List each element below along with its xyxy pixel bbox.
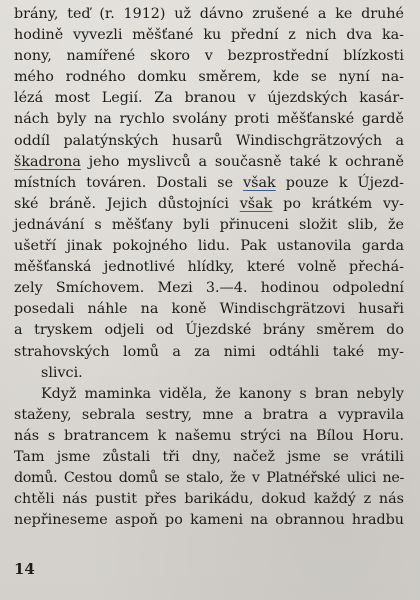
text-line-22: Tam jsme zůstali tři dny, načež jsme se vrátili: [14, 448, 404, 465]
text-line-5: lézá most Legií. Za branou v újezdských kasár-: [14, 90, 404, 107]
text-line-10: [14, 194, 404, 215]
text-line-1: brány, teď (r. 1912) už dávno zrušené a ke druhé: [14, 6, 404, 22]
text-line-9-start: místních továren. Dostali se: [14, 174, 244, 191]
text-line-24: chtěli nás pustit přes barikádu, dokud každý z nás: [14, 491, 404, 508]
text-line-16: a tryskem odjeli od Újezdské brány směrem do: [14, 322, 404, 339]
underlined-word: škadrona: [14, 153, 81, 170]
text-line-7: oddíl palatýnských husarů Windischgrätzových a: [14, 132, 404, 149]
underlined-word: však: [243, 174, 276, 191]
text-line-10-start: ské bráně. Jejich důstojníci: [14, 195, 240, 212]
text-line-14: zely Smíchovem. Mezi 3.—4. hodinou odpolední: [14, 280, 404, 297]
text-line-6: nách byly na rychlo svolány proti měšťanské gardě: [14, 111, 404, 128]
text-line-11: jednávání s měšťany byli přinuceni složit slib, že: [14, 216, 404, 233]
text-line-25: nepřineseme aspoň po kameni na obrannou hradbu: [14, 512, 404, 529]
text-line-10-rest: po krátkém vy-: [272, 195, 404, 212]
text-line-8-rest: jeho myslivců a současně také k ochraně: [80, 153, 404, 170]
text-line-9-rest: pouze k Újezd-: [275, 174, 405, 191]
text-line-8: [14, 152, 404, 173]
text-line-21: nás s bratrancem k našemu strýci na Bílou Horu.: [14, 427, 404, 444]
text-line-4: mého rodného domku směrem, kde se nyní na-: [14, 69, 404, 86]
text-line-13: měšťanská jednotlivé hlídky, které volně přechá-: [14, 259, 404, 276]
text-line-17: strahovských lomů a za nimi odtáhli také my-: [14, 343, 404, 360]
text-line-15: posedali náhle na koně Windischgrätzovi husaři: [14, 301, 404, 318]
text-line-20: staženy, sebrala sestry, mne a bratra a vypravila: [14, 406, 404, 423]
underlined-word: však: [239, 195, 273, 212]
text-line-9: [14, 173, 404, 194]
text-line-12: ušetří jinak pokojného lidu. Pak ustanovila garda: [14, 238, 404, 255]
text-line-23: domů. Cestou domů se stalo, že v Platnéřské ulici ne-: [14, 470, 404, 487]
page-number: 14: [14, 560, 35, 578]
text-line-2: hodině vyvezli měšťané ku přední z nich dva ka-: [14, 27, 404, 44]
text-line-3: nony, namířené skoro v bezprostřední blízkosti: [14, 48, 404, 65]
body-text: [14, 4, 404, 531]
text-line-18: slivci.: [41, 364, 83, 381]
text-line-19: Když maminka viděla, že kanony s bran nebyly: [41, 385, 404, 402]
